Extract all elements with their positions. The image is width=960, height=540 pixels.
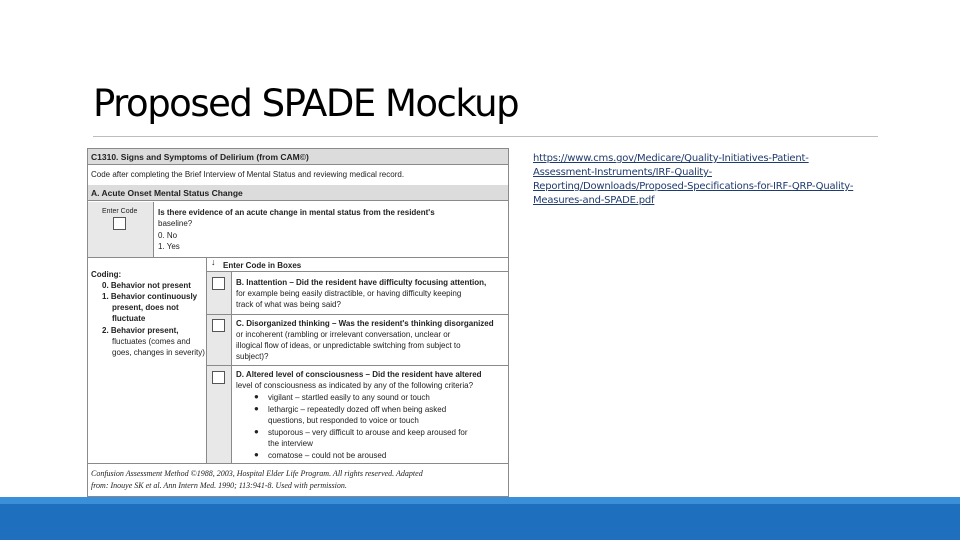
section-a-question-cont: baseline?	[158, 219, 193, 228]
bullet-icon: ●	[254, 404, 259, 413]
copyright-note-cont: from: Inouye SK et al. Ann Intern Med. 1990; 113:941-8. Used with permission.	[91, 481, 347, 490]
bullet-icon: ●	[254, 392, 259, 401]
section-a-question: Is there evidence of an acute change in mental status from the resident's	[158, 208, 435, 217]
criteria-lethargic: lethargic – repeatedly dozed off when being asked	[268, 405, 447, 414]
down-arrow-icon: ↓	[211, 257, 216, 267]
enter-code-in-boxes-label: Enter Code in Boxes	[223, 261, 302, 270]
enter-code-label: Enter Code	[102, 208, 138, 215]
item-b-text-cont: track of what was being said?	[236, 300, 341, 309]
criteria-lethargic-cont: questions, but responded to voice or touch	[268, 416, 419, 425]
coding-item-1: 1. Behavior continuously	[102, 292, 198, 301]
item-b-code-box[interactable]	[212, 277, 225, 290]
item-c-code-box[interactable]	[212, 319, 225, 332]
delirium-form-image	[87, 148, 509, 497]
title-divider	[93, 136, 878, 137]
form-instruction: Code after completing the Brief Interview of Mental Status and reviewing medical record.	[91, 170, 405, 179]
item-b-text-cont: for example being easily distractible, or having difficulty keeping	[236, 289, 462, 298]
item-c-text-cont: subject)?	[236, 352, 269, 361]
option-yes: 1. Yes	[158, 242, 180, 251]
source-link[interactable]	[533, 152, 873, 208]
slide-title: Proposed SPADE Mockup	[93, 82, 519, 125]
row-divider	[207, 314, 508, 315]
option-no: 0. No	[158, 231, 178, 240]
criteria-stuporous: stuporous – very difficult to arouse and keep aroused for	[268, 428, 468, 437]
source-link-line[interactable]: Measures-and-SPADE.pdf	[533, 195, 655, 206]
copyright-note: Confusion Assessment Method ©1988, 2003, Hospital Elder Life Program. All rights reserved. Adapted	[91, 469, 423, 478]
source-link-line[interactable]: Assessment-Instruments/IRF-Quality-	[533, 167, 712, 178]
bullet-icon: ●	[254, 450, 259, 459]
item-c-text-cont: or incoherent (rambling or irrelevant conversation, unclear or	[236, 330, 451, 339]
coding-item-2-cont: goes, changes in severity)	[112, 348, 205, 357]
source-link-line[interactable]: Reporting/Downloads/Proposed-Specifications-for-IRF-QRP-Quality-	[533, 181, 854, 192]
criteria-comatose: comatose – could not be aroused	[268, 451, 387, 460]
form-header: C1310. Signs and Symptoms of Delirium (from CAM©)	[88, 149, 508, 165]
code-box-divider	[231, 271, 232, 463]
item-d-text-cont: level of consciousness as indicated by any of the following criteria?	[236, 381, 474, 390]
bullet-icon: ●	[254, 427, 259, 436]
item-d-text: D. Altered level of consciousness – Did the resident have altered	[236, 370, 482, 379]
coding-item-0: 0. Behavior not present	[102, 281, 191, 290]
item-d-code-box[interactable]	[212, 371, 225, 384]
coding-item-2: 2. Behavior present,	[102, 326, 179, 335]
row-divider	[207, 365, 508, 366]
item-c-text-cont: illogical flow of ideas, or unpredictable switching from subject to	[236, 341, 461, 350]
column-divider	[153, 202, 154, 257]
row-divider	[88, 257, 508, 258]
code-box-column	[207, 271, 231, 463]
footer-band	[0, 497, 960, 540]
criteria-stuporous-cont: the interview	[268, 439, 313, 448]
section-a-header: A. Acute Onset Mental Status Change	[88, 185, 508, 201]
item-b-text: B. Inattention – Did the resident have difficulty focusing attention,	[236, 278, 487, 287]
row-divider	[88, 463, 508, 464]
row-divider	[207, 271, 508, 272]
coding-item-2-cont: fluctuates (comes and	[112, 337, 191, 346]
section-a-code-box[interactable]	[113, 217, 126, 230]
item-c-text: C. Disorganized thinking – Was the resident's thinking disorganized	[236, 319, 494, 328]
criteria-vigilant: vigilant – startled easily to any sound or touch	[268, 393, 430, 402]
coding-item-1-cont: present, does not	[112, 303, 179, 312]
source-link-line[interactable]: https://www.cms.gov/Medicare/Quality-Initiatives-Patient-	[533, 153, 809, 164]
coding-item-1-cont: fluctuate	[112, 314, 146, 323]
footer-band-strip	[0, 497, 960, 504]
coding-title: Coding:	[91, 270, 122, 279]
